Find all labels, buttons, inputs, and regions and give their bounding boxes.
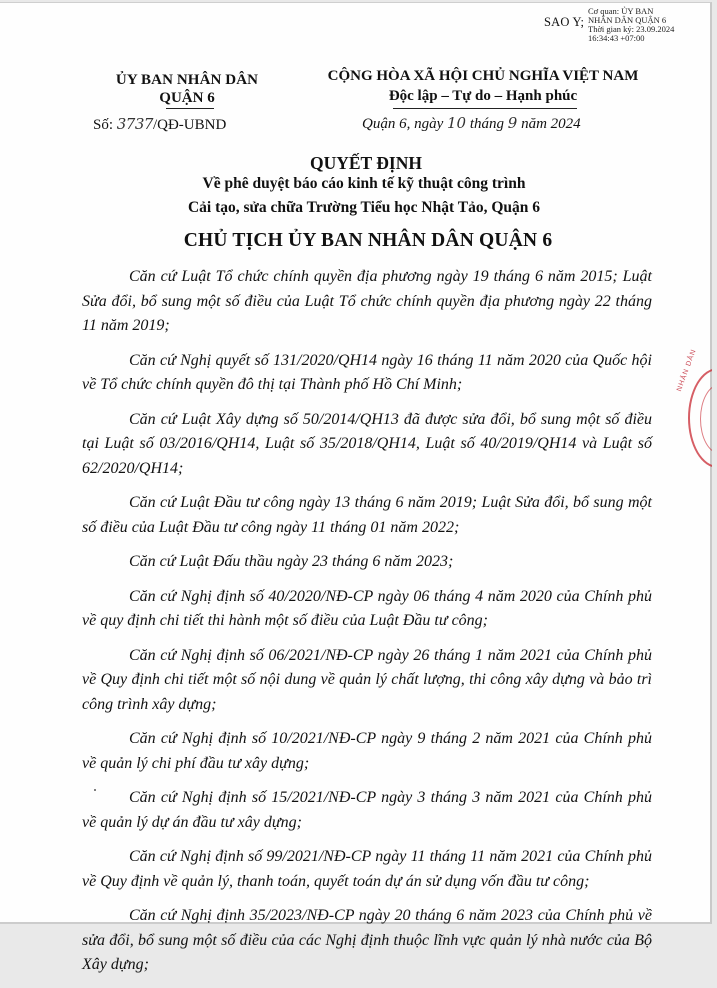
issue-date-month: 9 [507, 114, 518, 132]
issue-date-year: năm 2024 [517, 116, 581, 132]
legal-basis-paragraph: Căn cứ Luật Đấu thầu ngày 23 tháng 6 năm 2023; [129, 553, 454, 570]
scan-speck [94, 789, 96, 791]
header-left-underline [166, 108, 214, 109]
legal-basis-paragraph: Căn cứ Nghị định số 15/2021/NĐ-CP ngày 3 tháng 3 năm 2021 của Chính phủ về quản lý dự án đầu tư xây dựng; [82, 789, 652, 831]
legal-basis-paragraph: Căn cứ Luật Tổ chức chính quyền địa phương ngày 19 tháng 6 năm 2015; Luật Sửa đổi, bổ sung một số điều của Luật Tổ chức chính quyền địa phương ngày 22 tháng 11 năm 2019; [82, 268, 652, 334]
document-number-prefix: Số: [93, 117, 117, 133]
document-number-handwritten: 3737 [116, 115, 153, 133]
legal-basis-paragraph: Căn cứ Nghị định số 10/2021/NĐ-CP ngày 9 tháng 2 năm 2021 của Chính phủ về quản lý chi phí đầu tư xây dựng; [82, 730, 652, 772]
motto-underline [393, 108, 577, 109]
legal-basis-paragraph: Căn cứ Nghị định số 06/2021/NĐ-CP ngày 26 tháng 1 năm 2021 của Chính phủ về Quy định chi tiết một số nội dung về quản lý chất lượng, thi công xây dựng và bảo trì công trình xây dựng; [82, 646, 652, 713]
issue-date-month-label: tháng [466, 116, 508, 132]
digital-signature-block [588, 7, 674, 43]
copy-stamp-label: SAO Y; [544, 15, 585, 29]
subject-line-1: Về phê duyệt báo cáo kinh tế kỹ thuật công trình [202, 175, 526, 192]
legal-basis-paragraph: Căn cứ Luật Đầu tư công ngày 13 tháng 6 năm 2019; Luật Sửa đổi, bổ sung một số điều của Luật Đầu tư công ngày 11 tháng 01 năm 2022; [82, 494, 652, 536]
document-type-title: QUYẾT ĐỊNH [310, 153, 422, 173]
legal-basis-section [82, 265, 652, 988]
issue-date [362, 114, 581, 133]
legal-basis-paragraph: Căn cứ Nghị định số 40/2020/NĐ-CP ngày 06 tháng 4 năm 2020 của Chính phủ về quy định chi tiết thi hành một số điều của Luật Đầu tư công; [82, 587, 652, 629]
issue-date-prefix: Quận 6, ngày [362, 116, 447, 132]
red-seal-text: NHÂN DÂN [676, 348, 698, 393]
legal-basis-paragraph: Căn cứ Nghị định 35/2023/NĐ-CP ngày 20 tháng 6 năm 2023 của Chính phủ về sửa đổi, bổ sung một số điều của các Nghị định thuộc lĩnh vực quản lý nhà nước của Bộ Xây dựng; [82, 907, 652, 973]
authority-heading: CHỦ TỊCH ỦY BAN NHÂN DÂN QUẬN 6 [183, 230, 553, 251]
document-number [93, 115, 226, 134]
signature-agency-line1: Cơ quan: ỦY BAN [588, 6, 654, 16]
document-number-suffix: /QĐ-UBND [152, 117, 227, 133]
legal-basis-paragraph: Căn cứ Nghị định số 99/2021/NĐ-CP ngày 11 tháng 11 năm 2021 của Chính phủ về Quy định về quản lý, thanh toán, quyết toán dự án sử dụng vốn đầu tư công; [82, 848, 652, 890]
signature-time-zone-line: 16:34:43 +07:00 [588, 33, 645, 43]
issue-date-day: 10 [447, 114, 467, 132]
signature-time-line: Thời gian ký: 23.09.2024 [588, 24, 675, 34]
legal-basis-paragraph: Căn cứ Luật Xây dựng số 50/2014/QH13 đã được sửa đổi, bổ sung một số điều tại Luật số 03/2016/QH14, Luật số 35/2018/QH14, Luật số 40/2019/QH14 và Luật số 62/2020/QH14; [82, 410, 652, 477]
national-title: CỘNG HÒA XÃ HỘI CHỦ NGHĨA VIỆT NAM [327, 68, 639, 84]
issuing-authority-line1: ỦY BAN NHÂN DÂN [115, 72, 259, 88]
national-motto: Độc lập – Tự do – Hạnh phúc [388, 88, 578, 104]
issuing-authority-line2: QUẬN 6 [159, 90, 215, 106]
viewer-right-edge [712, 0, 717, 932]
national-header [316, 67, 650, 106]
document-page [0, 2, 712, 973]
signature-agency-line2: NHÂN DÂN QUẬN 6 [588, 15, 667, 25]
legal-basis-paragraph: Căn cứ Nghị quyết số 131/2020/QH14 ngày 16 tháng 11 năm 2020 của Quốc hội về Tổ chức chính quyền đô thị tại Thành phố Hồ Chí Minh; [82, 351, 652, 393]
subject-line-2: Cải tạo, sửa chữa Trường Tiểu học Nhật Tảo, Quận 6 [187, 199, 540, 216]
